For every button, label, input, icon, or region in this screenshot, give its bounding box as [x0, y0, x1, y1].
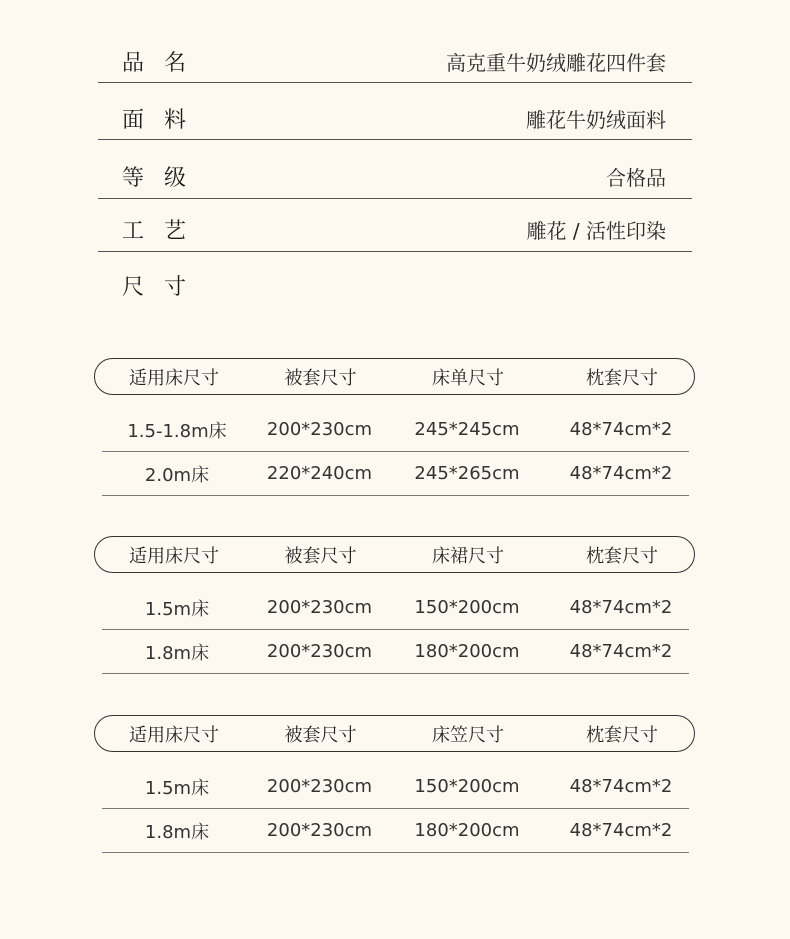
table-row	[102, 809, 689, 853]
header-cell: 被套尺寸	[284, 367, 357, 389]
size-table-fitted-sheet	[94, 715, 695, 853]
header-cell: 床笠尺寸	[432, 724, 504, 746]
table-cell: 245*265cm	[414, 463, 520, 484]
spec-value: 雕花 / 活性印染	[526, 219, 666, 243]
table-row	[102, 452, 689, 496]
spec-row-craft	[98, 208, 692, 252]
header-cell: 适用床尺寸	[129, 724, 219, 746]
table-cell: 1.5-1.8m床	[127, 420, 227, 442]
table-row	[102, 630, 689, 674]
spec-row-grade	[98, 155, 692, 199]
header-cell: 枕套尺寸	[586, 367, 658, 389]
table-cell: 245*245cm	[414, 419, 520, 440]
table-cell: 200*230cm	[266, 820, 373, 841]
header-cell: 被套尺寸	[284, 545, 357, 567]
spec-value: 雕花牛奶绒面料	[526, 108, 666, 132]
table-cell: 180*200cm	[414, 820, 520, 841]
size-table-bedskirt	[94, 536, 695, 674]
table-cell: 1.5m床	[144, 598, 210, 620]
table-row	[102, 408, 689, 452]
table-cell: 2.0m床	[144, 464, 210, 486]
spec-key: 面料	[122, 108, 207, 133]
table-cell: 48*74cm*2	[569, 597, 673, 618]
spec-row-size	[98, 264, 692, 306]
header-cell: 枕套尺寸	[586, 724, 658, 746]
table-cell: 200*230cm	[266, 597, 373, 618]
spec-key: 尺寸	[122, 274, 207, 300]
table-cell: 1.8m床	[144, 642, 210, 664]
table-cell: 180*200cm	[414, 641, 520, 662]
table-row	[102, 586, 689, 630]
table-header	[94, 715, 695, 752]
spec-value: 高克重牛奶绒雕花四件套	[446, 50, 666, 75]
table-cell: 48*74cm*2	[569, 820, 673, 841]
spec-key: 等级	[122, 166, 207, 191]
table-cell: 200*230cm	[266, 776, 373, 797]
table-row	[102, 765, 689, 809]
spec-key: 品名	[122, 50, 207, 76]
spec-row-fabric	[98, 98, 692, 140]
table-cell: 48*74cm*2	[569, 419, 673, 440]
table-header	[94, 358, 695, 395]
table-cell: 200*230cm	[266, 641, 373, 662]
header-cell: 适用床尺寸	[129, 367, 219, 389]
table-cell: 150*200cm	[414, 776, 520, 797]
table-cell: 220*240cm	[266, 463, 373, 484]
table-header	[94, 536, 695, 573]
header-cell: 枕套尺寸	[586, 545, 658, 567]
table-cell: 200*230cm	[266, 419, 373, 440]
table-cell: 48*74cm*2	[569, 641, 673, 662]
spec-row-name	[98, 40, 692, 83]
header-cell: 被套尺寸	[284, 724, 357, 746]
header-cell: 适用床尺寸	[129, 545, 219, 567]
size-table-bedsheet	[94, 358, 695, 496]
table-cell: 1.5m床	[144, 777, 210, 799]
table-cell: 48*74cm*2	[569, 776, 673, 797]
table-cell: 1.8m床	[144, 821, 210, 843]
header-cell: 床裙尺寸	[432, 545, 504, 567]
table-cell: 48*74cm*2	[569, 463, 673, 484]
table-cell: 150*200cm	[414, 597, 520, 618]
spec-value: 合格品	[606, 166, 666, 190]
header-cell: 床单尺寸	[432, 367, 504, 389]
spec-key: 工艺	[122, 219, 207, 244]
